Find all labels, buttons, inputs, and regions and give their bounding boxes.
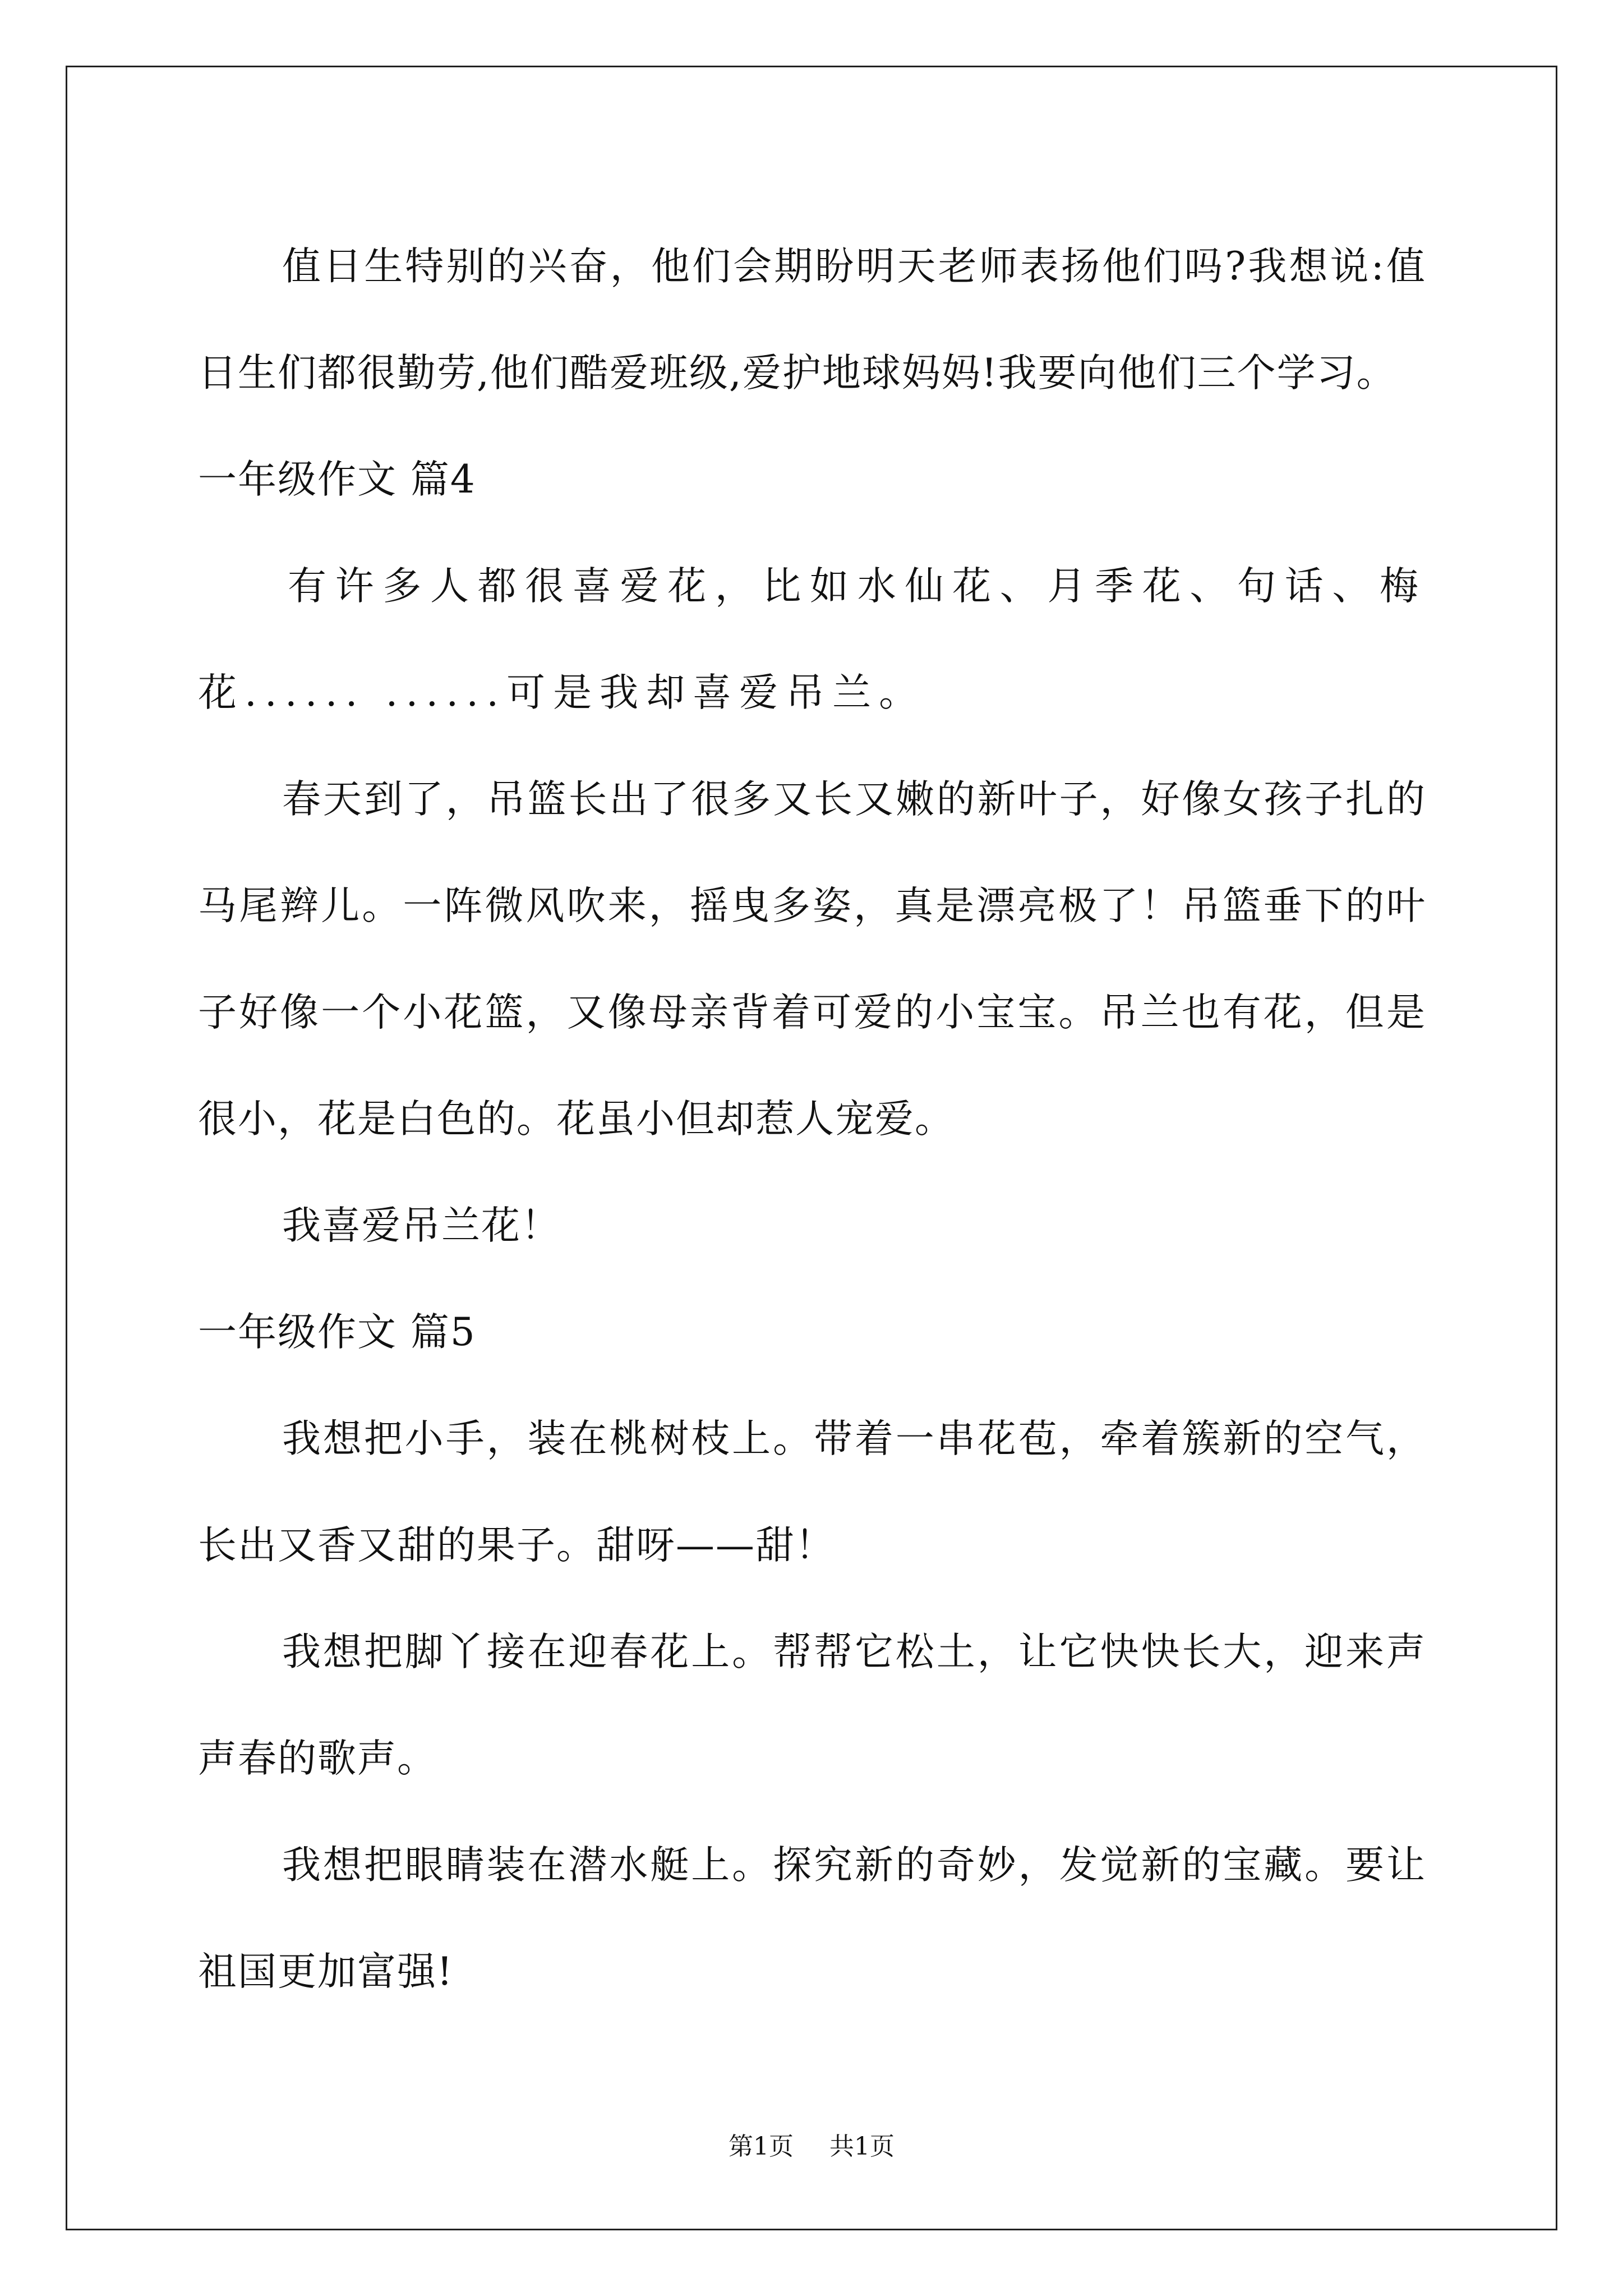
page-footer xyxy=(0,2130,1623,2164)
paragraph: 春天到了，吊篮长出了很多又长又嫩的新叶子，好像女孩子扎的马尾辫儿。一阵微风吹来，摇曳多姿，真是漂亮极了！吊篮垂下的叶子好像一个小花篮，又像母亲背着可爱的小宝宝。吊兰也有花，但是很小，花是白色的。花虽小但却惹人宠爱。 xyxy=(198,777,1426,1142)
paragraph: 我喜爱吊兰花！ xyxy=(282,1203,561,1248)
paragraph: 值日生特别的兴奋，他们会期盼明天老师表扬他们吗?我想说:值日生们都很勤劳,他们酷爱班级,爱护地球妈妈!我要向他们三个学习。 xyxy=(198,244,1426,395)
section-heading: 一年级作文 篇4 xyxy=(198,457,476,502)
document-body xyxy=(198,213,1426,2025)
paragraph: 我想把眼睛装在潜水艇上。探究新的奇妙，发觉新的宝藏。要让祖国更加富强! xyxy=(198,1843,1426,1994)
page-number-total: 共1页 xyxy=(829,2132,895,2161)
paragraph: 有许多人都很喜爱花，比如水仙花、月季花、句话、梅花...... ......可是我却喜爱吊兰。 xyxy=(198,564,1426,715)
section-heading: 一年级作文 篇5 xyxy=(198,1310,476,1355)
page-number-current: 第1页 xyxy=(728,2132,794,2161)
paragraph: 我想把小手，装在桃树枝上。带着一串花苞，牵着簇新的空气，长出又香又甜的果子。甜呀——甜！ xyxy=(198,1416,1426,1568)
paragraph: 我想把脚丫接在迎春花上。帮帮它松土，让它快快长大，迎来声声春的歌声。 xyxy=(198,1630,1426,1781)
